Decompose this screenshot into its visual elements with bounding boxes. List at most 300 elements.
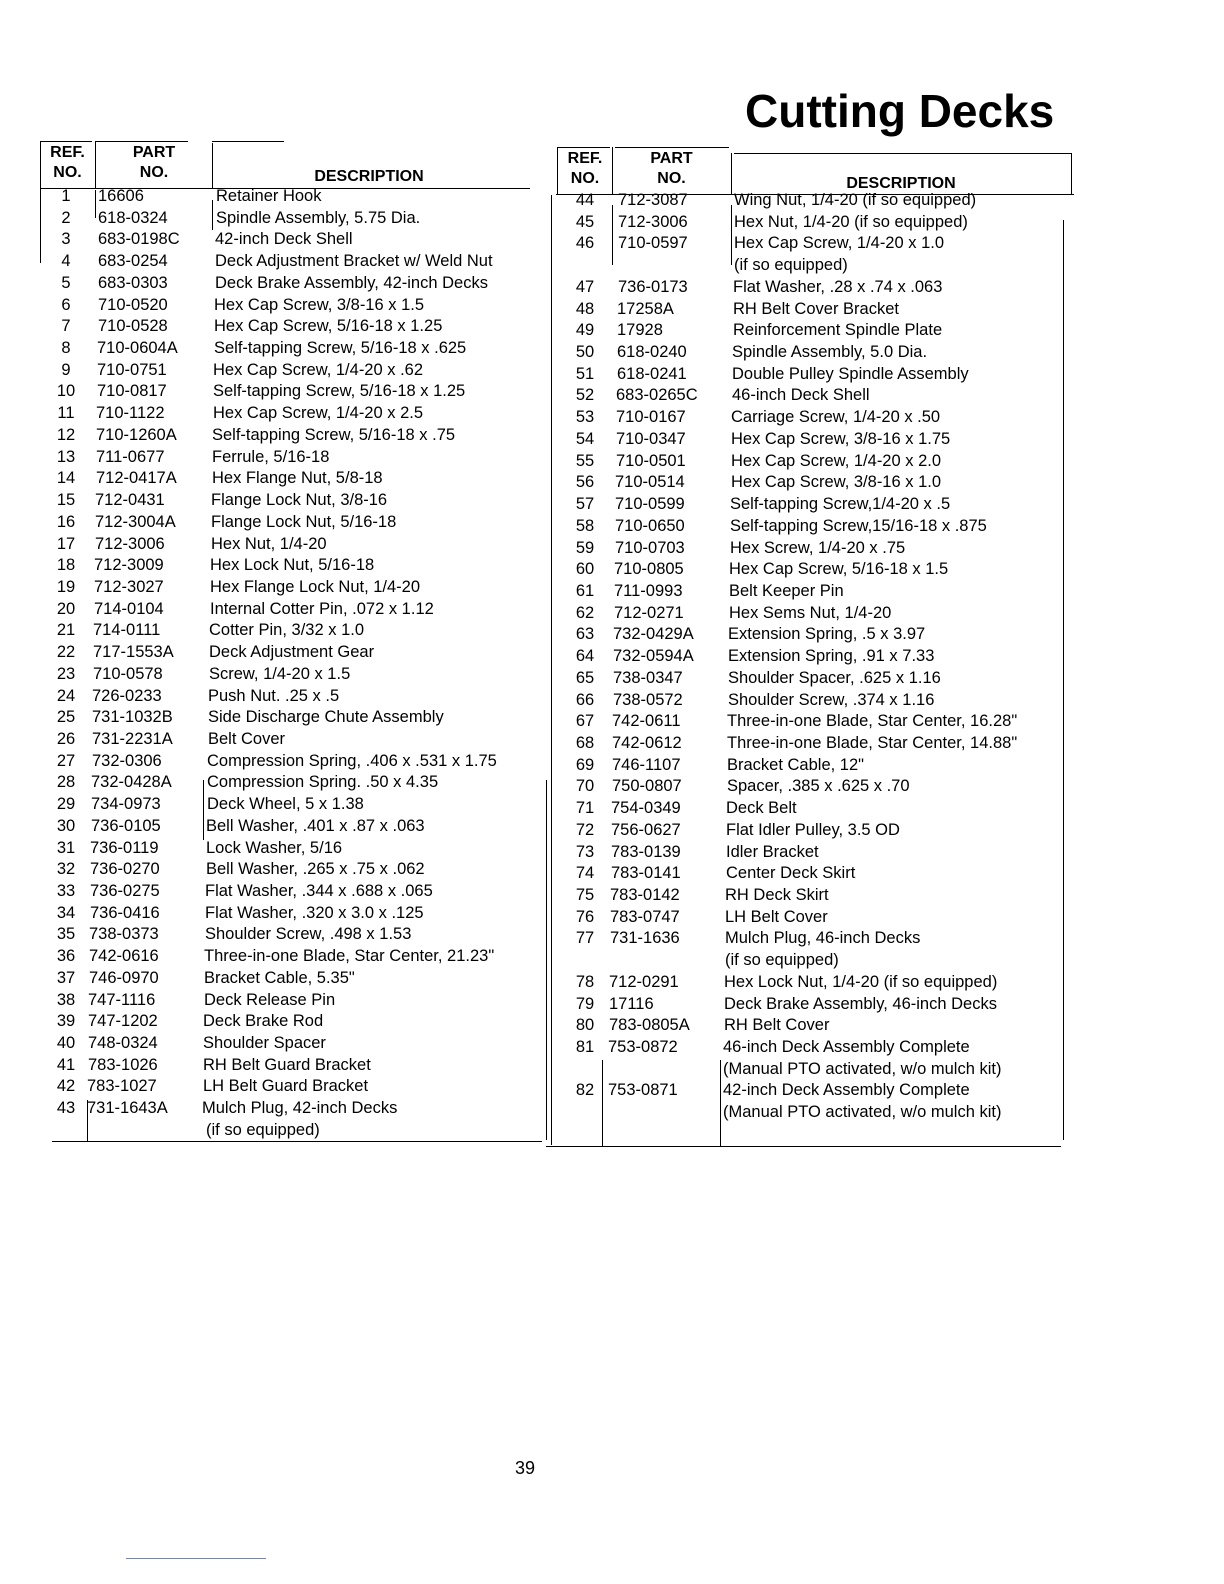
desc-cell: Hex Cap Screw, 1/4-20 x 2.5 — [213, 404, 424, 423]
ref-cell: 79 — [575, 994, 595, 1013]
part-cell: 17116 — [609, 994, 654, 1013]
ref-cell: 20 — [56, 599, 76, 618]
ref-cell: 35 — [56, 925, 76, 944]
ref-cell: 6 — [61, 295, 71, 314]
ref-cell: 38 — [56, 990, 76, 1009]
part-cell: 710-0347 — [616, 429, 686, 448]
ref-cell: 51 — [575, 364, 595, 383]
desc-cell: (if so equipped) — [206, 1120, 320, 1139]
desc-cell: Deck Adjustment Bracket w/ Weld Nut — [215, 252, 493, 271]
part-cell: 783-0141 — [611, 864, 681, 883]
ref-cell: 68 — [575, 733, 595, 752]
table-row — [40, 468, 540, 490]
desc-cell: (if so equipped) — [734, 256, 848, 275]
desc-cell: Hex Lock Nut, 1/4-20 (if so equipped) — [724, 972, 998, 991]
desc-cell: Reinforcement Spindle Plate — [733, 321, 943, 340]
desc-cell: Idler Bracket — [726, 842, 819, 861]
table-row — [40, 881, 540, 903]
ref-cell: 4 — [61, 252, 71, 271]
ref-cell: 62 — [575, 603, 595, 622]
desc-cell: Deck Brake Rod — [203, 1012, 324, 1031]
desc-cell: 46-inch Deck Shell — [732, 386, 870, 405]
desc-cell: Internal Cotter Pin, .072 x 1.12 — [210, 599, 434, 618]
table-row — [40, 686, 540, 708]
ref-cell: 49 — [575, 321, 595, 340]
part-cell: 731-1636 — [610, 929, 680, 948]
table-row — [40, 1120, 540, 1142]
part-cell: 731-1032B — [92, 708, 173, 727]
table-row — [556, 842, 1066, 864]
part-cell: 734-0973 — [91, 795, 161, 814]
desc-cell: Deck Wheel, 5 x 1.38 — [207, 795, 364, 814]
ref-cell: 36 — [56, 947, 76, 966]
table-row — [556, 994, 1066, 1016]
part-cell: 710-1260A — [96, 425, 177, 444]
table-row — [40, 1055, 540, 1077]
table-row — [556, 1102, 1066, 1124]
part-cell: 16606 — [98, 187, 144, 205]
ref-cell: 2 — [61, 208, 71, 227]
desc-cell: Carriage Screw, 1/4-20 x .50 — [731, 408, 941, 427]
left-rows — [40, 186, 540, 1142]
ref-cell: 80 — [575, 1016, 595, 1035]
table-row — [556, 1037, 1066, 1059]
desc-cell: LH Belt Cover — [725, 907, 828, 926]
table-row — [556, 451, 1066, 473]
ref-cell: 44 — [575, 191, 595, 209]
desc-cell: Extension Spring, .91 x 7.33 — [728, 647, 935, 666]
desc-cell: Deck Brake Assembly, 46-inch Decks — [724, 994, 997, 1013]
ref-cell: 64 — [575, 647, 595, 666]
ref-cell: 31 — [56, 838, 76, 857]
ref-cell: 73 — [575, 842, 595, 861]
desc-cell: Hex Cap Screw, 3/8-16 x 1.0 — [731, 473, 942, 492]
ref-cell: 13 — [56, 447, 76, 466]
desc-cell: (Manual PTO activated, w/o mulch kit) — [723, 1059, 1002, 1078]
part-cell: 712-3087 — [618, 191, 688, 209]
ref-cell: 43 — [56, 1099, 76, 1118]
desc-cell: Self-tapping Screw, 5/16-18 x .75 — [212, 425, 456, 444]
desc-cell: Spindle Assembly, 5.0 Dia. — [732, 343, 928, 362]
desc-cell: 46-inch Deck Assembly Complete — [723, 1038, 970, 1057]
table-row — [40, 1098, 540, 1120]
part-cell: 731-2231A — [92, 729, 173, 748]
ref-cell: 18 — [56, 556, 76, 575]
part-cell: 710-0817 — [97, 382, 167, 401]
table-row — [556, 668, 1066, 690]
desc-cell: Hex Cap Screw, 5/16-18 x 1.25 — [214, 317, 443, 336]
table-row — [40, 1033, 540, 1055]
desc-cell: Double Pulley Spindle Assembly — [732, 364, 969, 383]
part-cell: 683-0265C — [616, 386, 698, 405]
part-cell: 747-1116 — [88, 990, 156, 1009]
desc-cell: Three-in-one Blade, Star Center, 21.23" — [204, 947, 495, 966]
ref-cell: 27 — [56, 751, 76, 770]
ref-cell: 53 — [575, 408, 595, 427]
desc-cell: Deck Adjustment Gear — [209, 643, 375, 662]
ref-cell: 78 — [575, 972, 595, 991]
desc-cell: (Manual PTO activated, w/o mulch kit) — [723, 1103, 1002, 1122]
table-row — [556, 1015, 1066, 1037]
ref-cell: 9 — [61, 360, 71, 379]
desc-cell: Shoulder Spacer — [203, 1034, 326, 1053]
desc-cell: Mulch Plug, 46-inch Decks — [725, 929, 921, 948]
table-row — [40, 642, 540, 664]
desc-cell: Center Deck Skirt — [726, 864, 856, 883]
desc-cell: Bracket Cable, 12" — [727, 755, 865, 774]
part-cell: 618-0240 — [617, 343, 687, 362]
table-row — [556, 320, 1066, 342]
desc-cell: Extension Spring, .5 x 3.97 — [728, 625, 926, 644]
table-row — [40, 620, 540, 642]
table-row — [40, 316, 540, 338]
ref-cell: 75 — [575, 886, 595, 904]
part-cell: 618-0324 — [98, 208, 168, 227]
desc-cell: Hex Flange Lock Nut, 1/4-20 — [210, 577, 421, 596]
ref-cell: 25 — [56, 708, 76, 727]
part-cell: 738-0347 — [613, 668, 683, 687]
ref-cell: 26 — [56, 729, 76, 748]
ref-cell: 70 — [575, 777, 595, 796]
ref-cell: 17 — [56, 534, 76, 553]
desc-cell: Self-tapping Screw,15/16-18 x .875 — [730, 516, 987, 535]
ref-cell: 82 — [575, 1081, 595, 1100]
desc-cell: Spacer, .385 x .625 x .70 — [727, 777, 910, 796]
footer-rule — [126, 1558, 266, 1559]
desc-cell: Push Nut. .25 x .5 — [208, 686, 340, 705]
ref-cell: 61 — [575, 581, 595, 600]
part-cell: 732-0594A — [613, 647, 694, 666]
table-row — [40, 707, 540, 729]
table-row — [556, 863, 1066, 885]
ref-cell: 56 — [575, 473, 595, 492]
ref-cell: 77 — [575, 929, 595, 948]
ref-cell: 59 — [575, 538, 595, 557]
ref-cell: 22 — [56, 643, 76, 662]
table-row — [556, 277, 1066, 299]
part-cell: 710-0604A — [97, 339, 178, 358]
part-cell: 710-0501 — [616, 451, 686, 470]
table-row — [556, 342, 1066, 364]
ref-cell: 41 — [56, 1055, 76, 1074]
desc-cell: Hex Sems Nut, 1/4-20 — [729, 603, 892, 622]
desc-cell: Flange Lock Nut, 3/8-16 — [211, 491, 388, 510]
desc-cell: Hex Nut, 1/4-20 — [211, 534, 327, 553]
ref-cell: 74 — [575, 864, 595, 883]
table-row — [40, 599, 540, 621]
part-cell: 711-0677 — [96, 447, 165, 466]
part-cell: 750-0807 — [612, 777, 682, 796]
ref-cell: 7 — [61, 317, 71, 336]
part-cell: 736-0275 — [90, 882, 160, 900]
part-cell: 710-0597 — [618, 234, 688, 253]
ref-cell: 28 — [56, 773, 76, 792]
table-row — [40, 924, 540, 946]
ref-cell: 10 — [56, 382, 76, 401]
table-row — [556, 212, 1066, 234]
table-row — [556, 581, 1066, 603]
part-cell: 710-0703 — [615, 538, 685, 557]
table-row — [556, 538, 1066, 560]
table-row — [556, 190, 1066, 212]
part-cell: 714-0104 — [94, 599, 164, 618]
desc-cell: Three-in-one Blade, Star Center, 16.28" — [727, 712, 1018, 731]
table-row — [556, 472, 1066, 494]
table-row — [40, 838, 540, 860]
table-row — [556, 733, 1066, 755]
ref-cell: 48 — [575, 299, 595, 318]
part-cell: 783-0142 — [610, 886, 680, 904]
table-row — [40, 555, 540, 577]
part-cell: 714-0111 — [93, 621, 161, 640]
desc-cell: Hex Cap Screw, 3/8-16 x 1.75 — [731, 429, 951, 448]
desc-cell: Hex Cap Screw, 1/4-20 x 1.0 — [734, 234, 945, 253]
desc-cell: Screw, 1/4-20 x 1.5 — [209, 664, 351, 683]
part-cell: 783-1026 — [88, 1055, 158, 1074]
table-row — [40, 577, 540, 599]
ref-cell: 50 — [575, 343, 595, 362]
table-row — [556, 494, 1066, 516]
part-cell: 738-0373 — [89, 925, 159, 944]
part-cell: 783-0139 — [611, 842, 681, 861]
desc-cell: Compression Spring, .406 x .531 x 1.75 — [207, 751, 497, 770]
ref-cell: 52 — [575, 386, 595, 405]
table-row — [40, 772, 540, 794]
part-cell: 683-0198C — [98, 230, 180, 249]
part-cell: 618-0241 — [617, 364, 687, 383]
desc-cell: Flange Lock Nut, 5/16-18 — [211, 512, 397, 531]
part-cell: 17258A — [617, 299, 674, 318]
part-cell: 683-0254 — [98, 252, 168, 271]
ref-cell: 69 — [575, 755, 595, 774]
part-cell: 746-0970 — [89, 968, 159, 987]
part-cell: 754-0349 — [611, 799, 681, 818]
table-row — [556, 299, 1066, 321]
desc-cell: Cotter Pin, 3/32 x 1.0 — [209, 621, 365, 640]
desc-cell: RH Belt Cover — [724, 1016, 830, 1035]
table-row — [556, 559, 1066, 581]
part-cell: 712-0291 — [609, 972, 679, 991]
part-cell: 710-0528 — [98, 317, 168, 336]
desc-cell: RH Belt Guard Bracket — [203, 1055, 371, 1074]
ref-cell: 76 — [575, 907, 595, 926]
ref-cell: 5 — [61, 273, 71, 292]
table-row — [556, 907, 1066, 929]
ref-cell: 72 — [575, 820, 595, 839]
desc-cell: RH Belt Cover Bracket — [733, 299, 899, 318]
table-row — [556, 885, 1066, 907]
table-row — [556, 624, 1066, 646]
part-cell: 683-0303 — [98, 273, 168, 292]
table-row — [40, 360, 540, 382]
table-row — [40, 295, 540, 317]
ref-cell: 40 — [56, 1034, 76, 1053]
table-row — [556, 429, 1066, 451]
part-cell: 710-0751 — [97, 360, 167, 379]
table-row — [556, 1080, 1066, 1102]
table-row — [40, 251, 540, 273]
part-cell: 712-3027 — [94, 577, 164, 596]
part-cell: 710-0599 — [615, 495, 685, 514]
desc-cell: Wing Nut, 1/4-20 (if so equipped) — [734, 191, 977, 209]
table-row — [556, 516, 1066, 538]
part-cell: 747-1202 — [88, 1012, 158, 1031]
desc-cell: Hex Cap Screw, 1/4-20 x 2.0 — [731, 451, 942, 470]
ref-cell: 8 — [61, 339, 71, 358]
part-cell: 732-0429A — [613, 625, 694, 644]
part-cell: 712-0271 — [614, 603, 684, 622]
desc-cell: Hex Screw, 1/4-20 x .75 — [730, 538, 906, 557]
table-row — [40, 447, 540, 469]
part-cell: 712-0431 — [95, 491, 165, 510]
table-row — [40, 903, 540, 925]
desc-cell: Self-tapping Screw, 5/16-18 x .625 — [214, 339, 467, 358]
part-cell: 712-3009 — [94, 556, 164, 575]
table-row — [556, 950, 1066, 972]
part-cell: 742-0611 — [612, 712, 681, 731]
part-cell: 710-0514 — [615, 473, 685, 492]
table-row — [40, 338, 540, 360]
desc-cell: Retainer Hook — [216, 187, 322, 205]
description-header-right: DESCRIPTION — [846, 175, 956, 192]
table-row — [40, 794, 540, 816]
ref-cell: 1 — [61, 187, 71, 205]
desc-cell: Belt Cover — [208, 729, 286, 748]
ref-cell: 67 — [575, 712, 595, 731]
table-row — [40, 968, 540, 990]
table-row — [556, 755, 1066, 777]
desc-cell: Deck Belt — [726, 799, 797, 818]
part-cell: 736-0173 — [618, 277, 688, 296]
table-row — [556, 690, 1066, 712]
desc-cell: Spindle Assembly, 5.75 Dia. — [216, 208, 421, 227]
table-row — [40, 1076, 540, 1098]
part-cell: 731-1643A — [87, 1099, 168, 1118]
table-row — [556, 255, 1066, 277]
table-row — [40, 816, 540, 838]
part-cell: 726-0233 — [92, 686, 162, 705]
desc-cell: Hex Cap Screw, 1/4-20 x .62 — [213, 360, 424, 379]
desc-cell: Hex Nut, 1/4-20 (if so equipped) — [734, 212, 968, 231]
ref-cell: 58 — [575, 516, 595, 535]
desc-cell: Hex Cap Screw, 3/8-16 x 1.5 — [214, 295, 425, 314]
table-row — [40, 1011, 540, 1033]
part-no-header: PART NO. — [132, 144, 176, 181]
part-cell: 710-0805 — [614, 560, 684, 579]
desc-cell: Hex Flange Nut, 5/8-18 — [212, 469, 383, 488]
desc-cell: Self-tapping Screw, 5/16-18 x 1.25 — [213, 382, 466, 401]
table-row — [40, 186, 540, 208]
desc-cell: RH Deck Skirt — [725, 886, 829, 904]
ref-cell: 37 — [56, 968, 76, 987]
page-title: Cutting Decks — [745, 85, 1055, 137]
part-cell: 756-0627 — [611, 820, 681, 839]
desc-cell: Bracket Cable, 5.35" — [204, 968, 355, 987]
table-row — [556, 364, 1066, 386]
part-cell: 736-0105 — [91, 816, 161, 835]
part-cell: 753-0871 — [608, 1081, 678, 1100]
ref-cell: 42 — [56, 1077, 76, 1096]
part-cell: 736-0270 — [90, 860, 160, 879]
part-cell: 710-0578 — [93, 664, 163, 683]
ref-cell: 46 — [575, 234, 595, 253]
desc-cell: Side Discharge Chute Assembly — [208, 708, 444, 727]
desc-cell: Hex Lock Nut, 5/16-18 — [210, 556, 375, 575]
ref-cell: 60 — [575, 560, 595, 579]
table-row — [40, 229, 540, 251]
table-row — [40, 859, 540, 881]
desc-cell: Three-in-one Blade, Star Center, 14.88" — [727, 733, 1018, 752]
ref-cell: 21 — [56, 621, 76, 640]
table-row — [556, 928, 1066, 950]
description-header: DESCRIPTION — [314, 168, 424, 185]
part-cell: 710-0650 — [615, 516, 685, 535]
part-cell: 17928 — [617, 321, 663, 340]
ref-cell: 3 — [61, 230, 71, 249]
desc-cell: Hex Cap Screw, 5/16-18 x 1.5 — [729, 560, 949, 579]
desc-cell: Shoulder Screw, .498 x 1.53 — [205, 925, 412, 944]
table-row — [556, 603, 1066, 625]
part-cell: 742-0616 — [89, 947, 159, 966]
part-cell: 738-0572 — [613, 690, 683, 709]
table-row — [556, 407, 1066, 429]
part-cell: 712-3006 — [95, 534, 165, 553]
table-row — [556, 233, 1066, 255]
part-cell: 711-0993 — [614, 581, 683, 600]
table-row — [40, 990, 540, 1012]
desc-cell: Flat Idler Pulley, 3.5 OD — [726, 820, 900, 839]
ref-cell: 11 — [57, 404, 75, 423]
table-row — [556, 711, 1066, 733]
ref-cell: 66 — [575, 690, 595, 709]
desc-cell: Mulch Plug, 42-inch Decks — [202, 1099, 398, 1118]
desc-cell: Flat Washer, .344 x .688 x .065 — [205, 882, 433, 900]
ref-cell: 30 — [56, 816, 76, 835]
ref-cell: 15 — [56, 491, 76, 510]
part-cell: 736-0416 — [90, 903, 160, 922]
part-cell: 712-3004A — [95, 512, 176, 531]
part-cell: 710-1122 — [96, 404, 165, 423]
right-rows — [556, 190, 1066, 1124]
table-row — [556, 1059, 1066, 1081]
part-cell: 710-0167 — [616, 408, 686, 427]
desc-cell: 42-inch Deck Assembly Complete — [723, 1081, 970, 1100]
desc-cell: Bell Washer, .401 x .87 x .063 — [206, 816, 425, 835]
table-row — [40, 208, 540, 230]
ref-cell: 39 — [56, 1012, 76, 1031]
desc-cell: Belt Keeper Pin — [729, 581, 844, 600]
ref-cell: 29 — [56, 795, 76, 814]
table-row — [556, 776, 1066, 798]
page-number: 39 — [514, 1458, 536, 1478]
ref-cell: 32 — [56, 860, 76, 879]
ref-cell: 54 — [575, 429, 595, 448]
desc-cell: Bell Washer, .265 x .75 x .062 — [206, 860, 425, 879]
table-row — [40, 729, 540, 751]
ref-no-header-right: REF. NO. — [567, 150, 603, 187]
ref-cell: 16 — [56, 512, 76, 531]
ref-cell: 33 — [56, 882, 76, 900]
part-cell: 712-0417A — [96, 469, 177, 488]
part-cell: 732-0428A — [91, 773, 172, 792]
desc-cell: Flat Washer, .28 x .74 x .063 — [733, 277, 943, 296]
desc-cell: (if so equipped) — [725, 951, 839, 970]
table-row — [40, 751, 540, 773]
part-cell: 717-1553A — [93, 643, 174, 662]
table-row — [556, 385, 1066, 407]
table-row — [40, 381, 540, 403]
desc-cell: Shoulder Screw, .374 x 1.16 — [728, 690, 935, 709]
